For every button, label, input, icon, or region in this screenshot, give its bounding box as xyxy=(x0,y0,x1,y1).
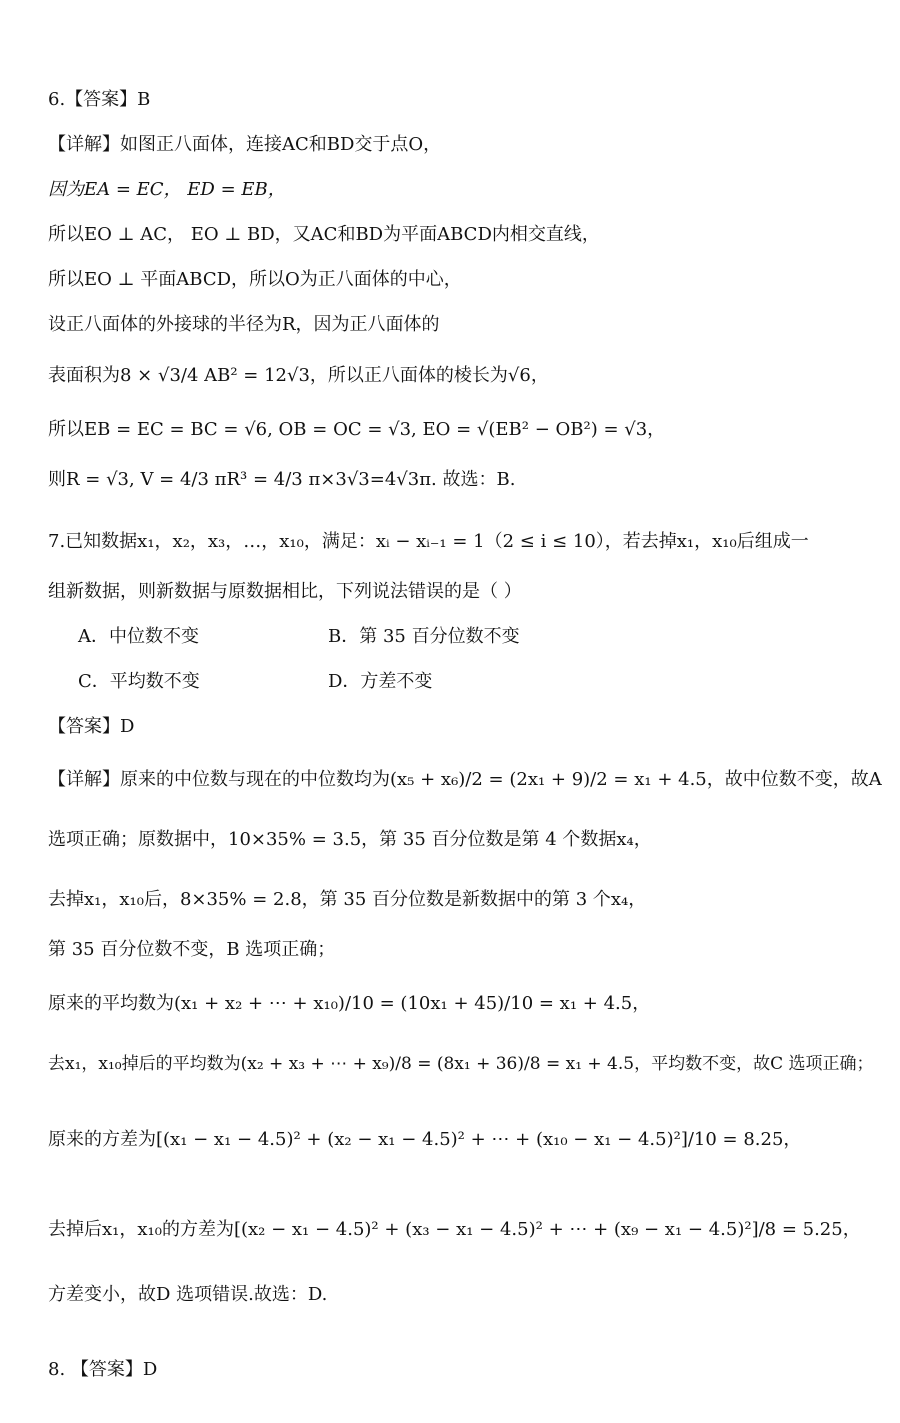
q7-explain-line7: 原来的方差为[(x₁ − x₁ − 4.5)² + (x₂ − x₁ − 4.5)² + ⋯ + (x₁₀ − x₁ − 4.5)²]/10 = 8.25， xyxy=(48,1129,802,1150)
q7-stem-line2: 组新数据，则新数据与原数据相比，下列说法错误的是（ ） xyxy=(48,581,522,602)
q7-explain-line3: 去掉x₁，x₁₀后，8×35% = 2.8，第 35 百分位数是新数据中的第 3 个x₄， xyxy=(48,889,647,910)
q6-line3: 所以EO ⊥ AC， EO ⊥ BD，又AC和BD为平面ABCD内相交直线， xyxy=(48,224,600,245)
q7-explain-line9: 方差变小，故D 选项错误.故选：D. xyxy=(48,1284,328,1305)
q7-option-c: C．平均数不变 xyxy=(78,671,200,692)
q7-answer: 【答案】D xyxy=(48,716,135,737)
q7-stem-line1: 7.已知数据x₁，x₂，x₃，…，x₁₀，满足：xᵢ − xᵢ₋₁ = 1（2 ≤ i ≤ 10），若去掉x₁，x₁₀后组成一 xyxy=(48,531,809,552)
q6-heading: 6.【答案】B xyxy=(48,89,151,110)
q7-explain-line6: 去x₁，x₁₀掉后的平均数为(x₂ + x₃ + ⋯ + x₉)/8 = (8x₁ + 36)/8 = x₁ + 4.5，平均数不变，故C 选项正确； xyxy=(48,1054,874,1074)
q8-heading: 8. 【答案】D xyxy=(48,1359,158,1380)
q7-explain-line5: 原来的平均数为(x₁ + x₂ + ⋯ + x₁₀)/10 = (10x₁ + 45)/10 = x₁ + 4.5， xyxy=(48,993,651,1014)
q6-line1: 【详解】如图正八面体，连接AC和BD交于点O， xyxy=(48,134,442,155)
q7-explain-line4: 第 35 百分位数不变，B 选项正确； xyxy=(48,939,336,960)
q6-line5: 设正八面体的外接球的半径为R，因为正八面体的 xyxy=(48,314,440,335)
q7-explain-line1: 【详解】原来的中位数与现在的中位数均为(x₅ + x₆)/2 = (2x₁ + 9)/2 = x₁ + 4.5，故中位数不变，故A xyxy=(48,769,882,790)
q6-line8: 则R = √3, V = 4/3 πR³ = 4/3 π×3√3=4√3π. 故选：B. xyxy=(48,469,516,490)
q6-line4: 所以EO ⊥ 平面ABCD，所以O为正八面体的中心， xyxy=(48,269,462,290)
q7-option-a: A．中位数不变 xyxy=(78,626,199,647)
q6-line7: 所以EB = EC = BC = √6, OB = OC = √3, EO = √(EB² − OB²) = √3， xyxy=(48,419,666,440)
q6-line2: 因为EA = EC， ED = EB， xyxy=(48,179,286,200)
q7-explain-line2: 选项正确；原数据中，10×35% = 3.5，第 35 百分位数是第 4 个数据x₄， xyxy=(48,829,652,850)
q7-option-b: B．第 35 百分位数不变 xyxy=(328,626,520,647)
q6-line6: 表面积为8 × √3/4 AB² = 12√3，所以正八面体的棱长为√6， xyxy=(48,365,549,386)
q7-option-d: D．方差不变 xyxy=(328,671,433,692)
q7-explain-line8: 去掉后x₁，x₁₀的方差为[(x₂ − x₁ − 4.5)² + (x₃ − x₁ − 4.5)² + ⋯ + (x₉ − x₁ − 4.5)²]/8 = 5.25， xyxy=(48,1219,861,1240)
